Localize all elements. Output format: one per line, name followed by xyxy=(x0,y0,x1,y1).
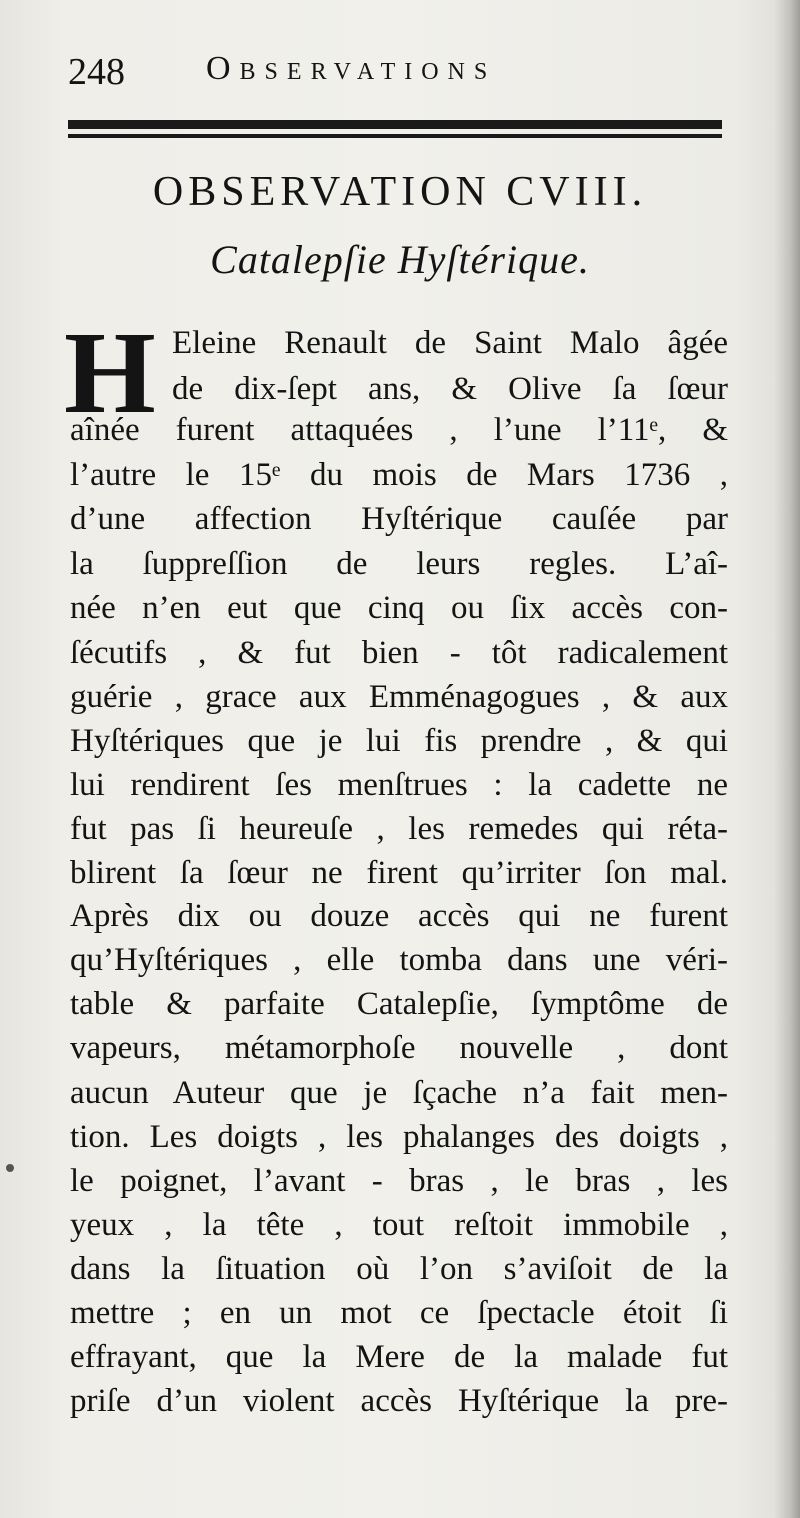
text-line: table & parfaite Catalepſie, ſymptôme de xyxy=(70,986,728,1022)
text-line: née n’en eut que cinq ou ſix accès con- xyxy=(70,590,728,626)
text-line: qu’Hyſtériques , elle tomba dans une véri- xyxy=(70,942,728,978)
text-line: lui rendirent ſes menſtrues : la cadette ne xyxy=(70,767,728,803)
text-line: aînée furent attaquées , l’une l’11ᵉ, & xyxy=(70,412,728,448)
header-rule xyxy=(68,120,722,146)
text-line: tion. Les doigts , les phalanges des doigts , xyxy=(70,1119,728,1155)
text-line: Hyſtériques que je lui fis prendre , & qui xyxy=(70,723,728,759)
page-header xyxy=(68,44,728,104)
observation-subtitle: Catalepſie Hyſtérique. xyxy=(210,237,590,282)
text-line: blirent ſa ſœur ne firent qu’irriter ſon mal. xyxy=(70,855,728,891)
header-rule-thin xyxy=(68,134,722,138)
header-rule-thick xyxy=(68,120,722,129)
text-line: Eleine Renault de Saint Malo âgée xyxy=(172,325,728,361)
text-line: d’une affection Hyſtérique cauſée par xyxy=(70,501,728,537)
text-line: fut pas ſi heureuſe , les remedes qui réta- xyxy=(70,811,728,847)
text-line: yeux , la tête , tout reſtoit immobile , xyxy=(70,1207,728,1243)
text-line: vapeurs, métamorphoſe nouvelle , dont xyxy=(70,1030,728,1066)
drop-cap: H xyxy=(64,307,156,438)
page-edge-shadow xyxy=(774,0,800,1518)
text-line: dans la ſituation où l’on s’aviſoit de la xyxy=(70,1251,728,1287)
text-line: le poignet, l’avant - bras , le bras , les xyxy=(70,1163,728,1199)
observation-title: OBSERVATION CVIII. xyxy=(152,169,648,215)
text-line: de dix-ſept ans, & Olive ſa ſœur xyxy=(172,371,728,407)
running-head: Observations xyxy=(206,50,497,87)
text-line: priſe d’un violent accès Hyſtérique la pre- xyxy=(70,1383,728,1419)
ink-spot xyxy=(6,1164,14,1172)
text-line: effrayant, que la Mere de la malade fut xyxy=(70,1339,728,1375)
text-line: l’autre le 15ᵉ du mois de Mars 1736 , xyxy=(70,457,728,493)
text-line: guérie , grace aux Emménagogues , & aux xyxy=(70,679,728,715)
text-line: ſécutifs , & fut bien - tôt radicalement xyxy=(70,635,728,671)
text-line: aucun Auteur que je ſçache n’a fait men- xyxy=(70,1075,728,1111)
page-number: 248 xyxy=(68,51,125,93)
text-line: Après dix ou douze accès qui ne furent xyxy=(70,898,728,934)
text-line: mettre ; en un mot ce ſpectacle étoit ſi xyxy=(70,1295,728,1331)
text-line: la ſuppreſſion de leurs regles. L’aî- xyxy=(70,546,728,582)
